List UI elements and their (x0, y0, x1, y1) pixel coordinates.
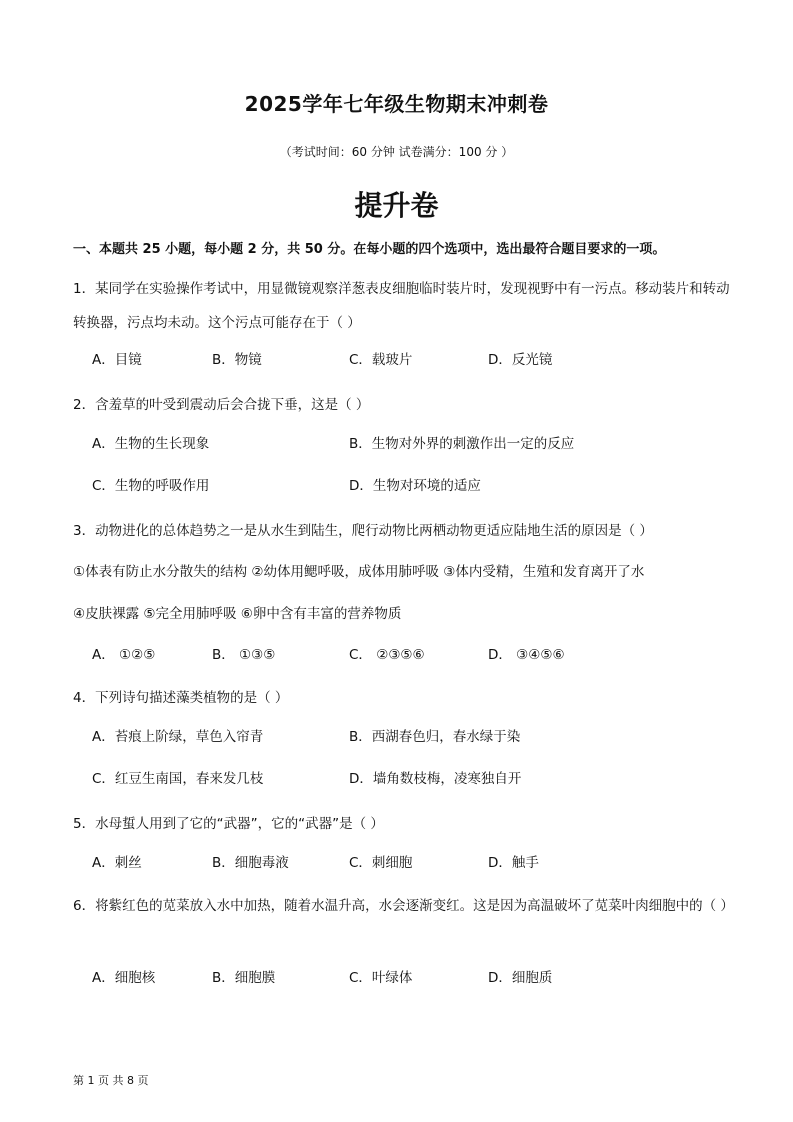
page-number: 第 1 页 共 8 页 (73, 1074, 149, 1087)
option-a: A．目镜 (92, 352, 142, 368)
option-b: B．生物对外界的刺激作出一定的反应 (349, 436, 575, 452)
option-a: A． ①②⑤ (92, 647, 156, 663)
option-c: C．载玻片 (349, 352, 413, 368)
question-3-statements-2: ④皮肤裸露 ⑤完全用肺呼吸 ⑥卵中含有丰富的营养物质 (73, 606, 402, 622)
question-stem: 6．将紫红色的苋菜放入水中加热，随着水温升高，水会逐渐变红。这是因为高温破坏了苋菜叶肉细胞中的（ ） (73, 898, 734, 914)
option-b: B． ①③⑤ (212, 647, 276, 663)
option-d: D．墙角数枝梅，凌寒独自开 (349, 771, 522, 787)
paper-type-title: 提升卷 (354, 189, 439, 222)
question-3-statements-1: ①体表有防止水分散失的结构 ②幼体用鳃呼吸，成体用肺呼吸 ③体内受精，生殖和发育离开了水 (73, 564, 645, 580)
option-d: D．生物对环境的适应 (349, 478, 481, 494)
option-a: A．细胞核 (92, 970, 156, 986)
question-1-options (92, 348, 732, 372)
question-5-options (92, 851, 732, 875)
section-instructions: 一、本题共 25 小题，每小题 2 分，共 50 分。在每小题的四个选项中，选出最符合题目要求的一项。 (73, 242, 666, 257)
exam-subtitle: （考试时间：60 分钟 试卷满分：100 分 ） (279, 145, 514, 159)
option-a: A．苔痕上阶绿，草色入帘青 (92, 729, 264, 745)
option-c: C．刺细胞 (349, 855, 413, 871)
option-d: D．触手 (488, 855, 539, 871)
question-2-options-row2 (92, 474, 732, 498)
question-4-stem: 4．下列诗句描述藻类植物的是（ ） (73, 690, 289, 706)
option-b: B．物镜 (212, 352, 262, 368)
option-b: B．细胞毒液 (212, 855, 289, 871)
question-5-stem: 5．水母蜇人用到了它的“武器”，它的“武器”是（ ） (73, 816, 384, 832)
question-6-options (92, 966, 732, 990)
question-1 (73, 272, 733, 340)
question-4-options-row1 (92, 725, 732, 749)
option-d: D． ③④⑤⑥ (488, 647, 565, 663)
option-a: A．生物的生长现象 (92, 436, 210, 452)
question-stem: 1．某同学在实验操作考试中，用显微镜观察洋葱表皮细胞临时装片时，发现视野中有一污点。移动装片和转动转换器，污点均未动。这个污点可能存在于（ ） (73, 281, 730, 331)
option-c: C．红豆生南国，春来发几枝 (92, 771, 264, 787)
option-d: D．反光镜 (488, 352, 553, 368)
question-2-options-row1 (92, 432, 732, 456)
option-d: D．细胞质 (488, 970, 553, 986)
question-3-stem: 3．动物进化的总体趋势之一是从水生到陆生，爬行动物比两栖动物更适应陆地生活的原因是（ ） (73, 523, 653, 539)
option-c: C．叶绿体 (349, 970, 413, 986)
question-2-stem: 2．含羞草的叶受到震动后会合拢下垂，这是（ ） (73, 397, 370, 413)
option-b: B．细胞膜 (212, 970, 276, 986)
option-c: C． ②③⑤⑥ (349, 647, 425, 663)
exam-title: 2025学年七年级生物期末冲刺卷 (244, 92, 549, 116)
option-b: B．西湖春色归，春水绿于染 (349, 729, 521, 745)
option-a: A．刺丝 (92, 855, 142, 871)
question-6 (73, 889, 733, 923)
question-3-options (92, 643, 732, 667)
option-c: C．生物的呼吸作用 (92, 478, 210, 494)
question-4-options-row2 (92, 767, 732, 791)
